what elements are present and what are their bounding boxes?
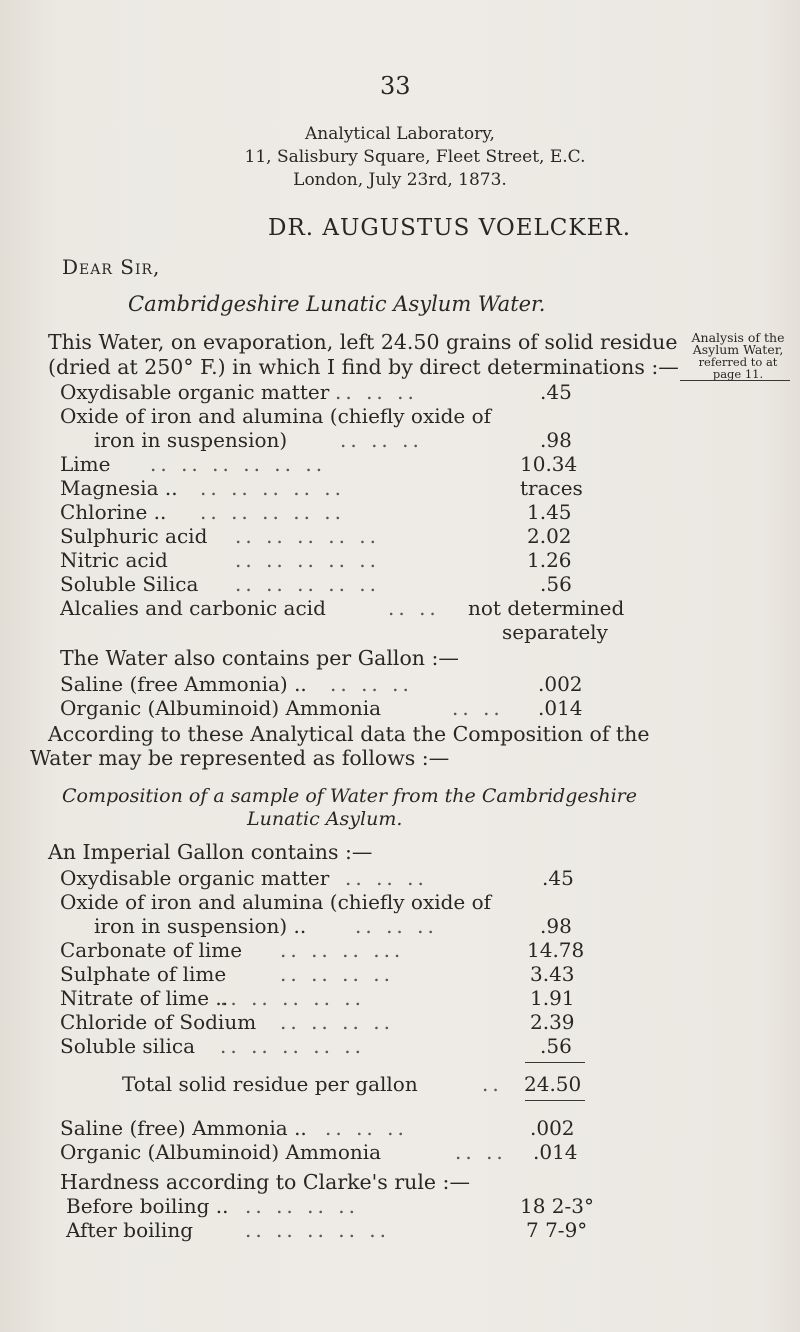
leader-dots: .. .. .. .. .. [235,524,381,548]
leader-dots: .. .. .. ... [280,938,405,962]
hardness-row [0,1218,800,1242]
total-value: 24.50 [524,1072,582,1096]
leader-dots: .. .. .. .. [245,1194,359,1218]
row-value: .98 [540,914,572,938]
row-label: Lime [60,452,111,476]
leader-dots: .. .. [388,596,440,620]
determination-row [0,380,800,404]
row-value: 7 7-9° [526,1218,588,1242]
subject-heading: Cambridgeshire Lunatic Asylum Water. [128,292,546,316]
row-value: .014 [538,696,583,720]
margin-note-line-1: Analysis of the [691,330,785,345]
row-value: .002 [530,1116,575,1140]
leader-dots: .. [482,1072,503,1096]
row-value: .45 [540,380,572,404]
row-value: traces [520,476,583,500]
row-label: Sulphate of lime [60,962,227,986]
row-value: .45 [542,866,574,890]
total-rule [525,1100,585,1101]
row-label: Oxide of iron and alumina (chiefly oxide of [60,890,492,914]
header-line-2: 11, Salisbury Square, Fleet Street, E.C. [244,147,586,167]
row-label: iron in suspension) .. [94,914,307,938]
row-value: separately [502,620,608,644]
margin-note-line-3: referred to at [698,355,778,369]
gallon-heading: The Water also contains per Gallon :— [60,646,459,670]
row-label: Chloride of Sodium [60,1010,257,1034]
composition-row [0,914,800,938]
row-value: .98 [540,428,572,452]
leader-dots: .. .. .. [355,914,438,938]
leader-dots: .. .. .. .. .. [235,572,381,596]
row-value: 1.26 [527,548,572,572]
leader-dots: .. .. .. .. .. [245,1218,391,1242]
row-label: Sulphuric acid [60,524,208,548]
sum-rule [525,1062,585,1063]
margin-note-line-4: page 11. [712,367,764,381]
margin-note-line-2: Asylum Water, [692,342,784,357]
row-label: Magnesia .. [60,476,178,500]
hardness-row [0,1194,800,1218]
row-label: Nitric acid [60,548,168,572]
determination-row [0,404,800,428]
leader-dots: .. .. [452,696,504,720]
row-value: not determined [468,596,625,620]
header-line-3: London, July 23rd, 1873. [293,170,507,190]
determination-row [0,476,800,500]
ammonia-row [0,1116,800,1140]
row-label: Nitrate of lime .. [60,986,229,1010]
page-number: 33 [380,72,411,100]
leader-dots: .. .. .. .. [280,962,394,986]
row-value: 1.91 [530,986,575,1010]
composition-row [0,938,800,962]
row-value: .002 [538,672,583,696]
composition-row [0,1034,800,1058]
composition-title-line-2: Lunatic Asylum. [247,808,403,830]
row-label: After boiling [66,1218,194,1242]
determination-row [0,524,800,548]
row-label: Soluble Silica [60,572,199,596]
leader-dots: .. .. .. [335,380,418,404]
imperial-heading: An Imperial Gallon contains :— [48,840,373,864]
leader-dots: .. .. .. .. [280,1010,394,1034]
gallon-row [0,696,800,720]
row-label: Oxide of iron and alumina (chiefly oxide of [60,404,492,428]
row-value: 1.45 [527,500,572,524]
row-value: .014 [533,1140,578,1164]
row-label: Alcalies and carbonic acid [60,596,326,620]
salutation: Dear Sir, [62,255,161,279]
row-value: 10.34 [520,452,578,476]
determination-row [0,596,800,620]
determination-row [0,620,800,644]
row-value: 3.43 [530,962,575,986]
leader-dots: .. .. .. [340,428,423,452]
hardness-heading: Hardness according to Clarke's rule :— [60,1170,470,1194]
composition-row [0,866,800,890]
header-line-1: Analytical Laboratory, [305,124,495,144]
leader-dots: .. .. .. .. .. [200,476,346,500]
row-value: 2.02 [527,524,572,548]
intro-line-1: This Water, on evaporation, left 24.50 grains of solid residue [48,330,678,354]
determination-row [0,500,800,524]
leader-dots: .. .. [455,1140,507,1164]
leader-dots: .. .. .. [330,672,413,696]
row-value: 14.78 [527,938,585,962]
leader-dots: .. .. .. .. .. [220,986,366,1010]
total-label: Total solid residue per gallon [122,1072,418,1096]
leader-dots: .. .. .. .. .. [235,548,381,572]
row-label: Soluble silica [60,1034,195,1058]
composition-row [0,986,800,1010]
leader-dots: .. .. .. .. .. [200,500,346,524]
composition-row [0,962,800,986]
according-line-2: Water may be represented as follows :— [30,746,450,770]
row-label: Chlorine .. [60,500,167,524]
addressee: DR. AUGUSTUS VOELCKER. [268,215,632,241]
leader-dots: .. .. .. .. .. .. [150,452,327,476]
leader-dots: .. .. .. [325,1116,408,1140]
row-label: iron in suspension) [94,428,288,452]
according-line-1: According to these Analytical data the Composition of the [48,722,650,746]
row-label: Before boiling .. [66,1194,229,1218]
row-label: Carbonate of lime [60,938,243,962]
determination-row [0,452,800,476]
row-label: Oxydisable organic matter [60,866,330,890]
determination-row [0,428,800,452]
determination-row [0,572,800,596]
leader-dots: .. .. .. .. .. [220,1034,366,1058]
determination-row [0,548,800,572]
ammonia-row [0,1140,800,1164]
composition-title-line-1: Composition of a sample of Water from the Cambridgeshire [62,785,637,807]
composition-row [0,1010,800,1034]
margin-note [676,332,800,380]
leader-dots: .. .. .. [345,866,428,890]
row-value: 18 2-3° [520,1194,595,1218]
row-label: Saline (free) Ammonia .. [60,1116,307,1140]
gallon-row [0,672,800,696]
row-label: Oxydisable organic matter [60,380,330,404]
total-row [0,1072,800,1096]
row-label: Organic (Albuminoid) Ammonia [60,696,382,720]
row-value: 2.39 [530,1010,575,1034]
row-label: Organic (Albuminoid) Ammonia [60,1140,382,1164]
composition-row [0,890,800,914]
intro-line-2: (dried at 250° F.) in which I find by direct determinations :— [48,355,679,379]
row-value: .56 [540,572,572,596]
row-value: .56 [540,1034,572,1058]
row-label: Saline (free Ammonia) .. [60,672,307,696]
